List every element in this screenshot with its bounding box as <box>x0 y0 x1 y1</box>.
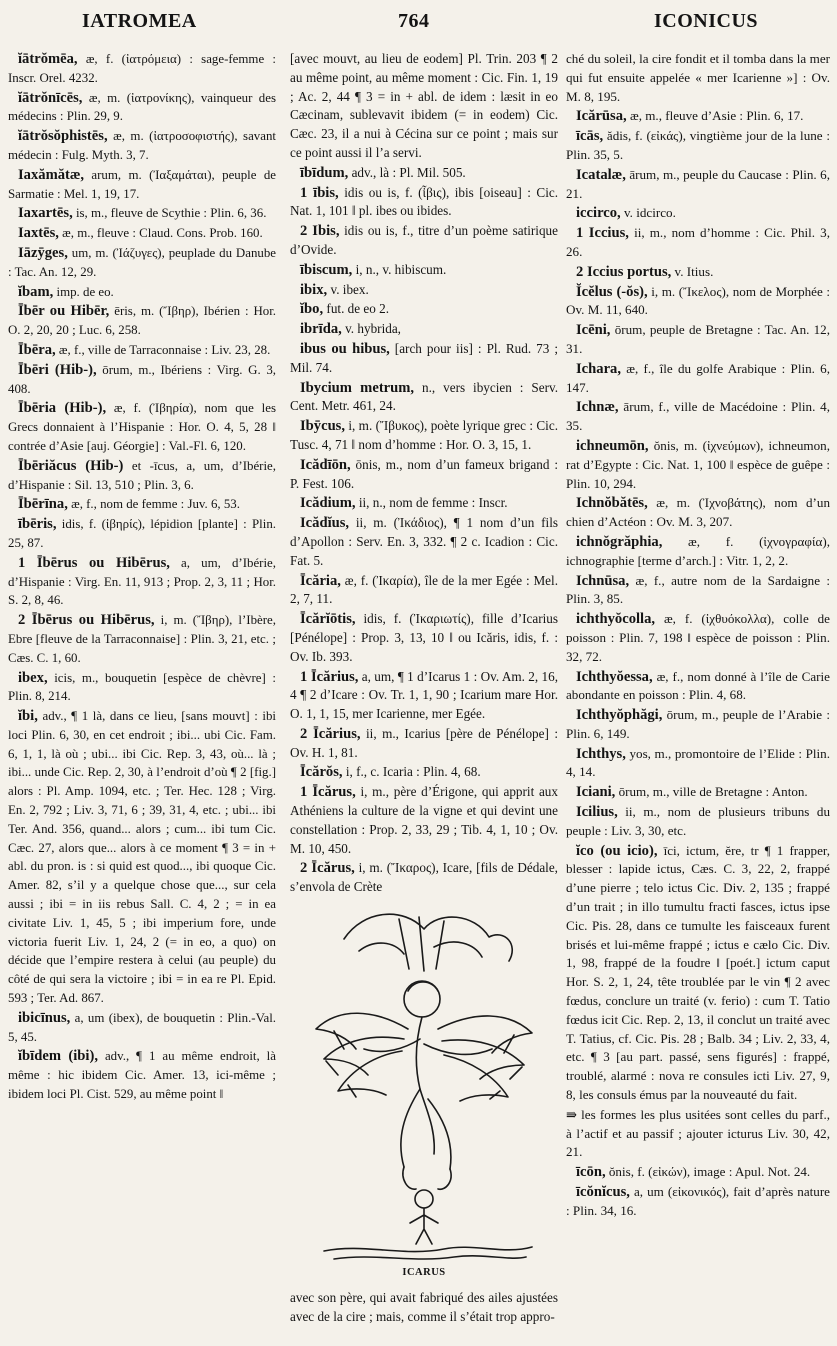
entry-definition: ii, m., Icarius [père de Pénélope] : Ov. H. 1, 81. <box>290 725 559 760</box>
entry-definition: ii, n., nom de femme : Inscr. <box>355 495 508 511</box>
dictionary-entry <box>8 302 276 340</box>
dictionary-entry <box>566 224 830 262</box>
entry-headword: ĭātrŏmēa, <box>18 51 78 67</box>
entry-headword: Ichnŏbătēs, <box>576 495 648 512</box>
entry-definition: arum, m. (Ἰαξαμάται), peuple de Sarmatie : Mel. 1, 19, 17. <box>8 167 276 201</box>
entry-headword: Icilius, <box>576 804 618 821</box>
entry-definition: æ, f., autre nom de la Sardaigne : Plin. 3, 85. <box>566 572 830 607</box>
entry-headword: Ĭcĕlus (-ŏs), <box>576 283 648 300</box>
dictionary-entry <box>8 457 276 495</box>
entry-headword: Īcărĭōtis, <box>300 611 356 628</box>
entry-definition: ii, m., nom de plusieurs tribuns du peuple : Liv. 3, 30, etc. <box>566 804 830 838</box>
entry-definition: æ, f., île du golfe Arabique : Plin. 6, 147. <box>566 360 830 395</box>
entry-headword: 1 Iccius, <box>576 225 629 242</box>
entry-headword: Ībēra, <box>18 341 56 358</box>
entry-definition: ii, m. (Ἰκάδιος), ¶ 1 nom d’un fils d’Apollon : Serv. En. 3, 332. ¶ 2 c. Icadion : Cic. Fat. 5. <box>290 515 558 568</box>
column-2-top <box>290 50 558 897</box>
entry-headword: 2 Ībērus ou Hibērus, <box>18 612 155 629</box>
entry-definition: v. idcirco. <box>620 205 676 221</box>
dictionary-entry <box>8 283 276 302</box>
entry-headword: Iāzȳges, <box>18 244 68 261</box>
entry-definition: i, m. (Ἴκελος), nom de Morphée : Ov. M. 11, 640. <box>566 283 831 318</box>
entry-headword: Icădĭus, <box>300 515 350 532</box>
dictionary-entry <box>8 707 276 1008</box>
entry-headword: Īcărŏs, <box>300 764 343 781</box>
entry-headword: 1 Ībērus ou Hibērus, <box>18 554 170 571</box>
entry-headword: īcōn, <box>576 1164 606 1181</box>
entry-definition: avec son père, qui avait fabriqué des ailes ajustées avec de la cire ; mais, comme il s’était trop appro- <box>290 1289 558 1324</box>
dictionary-entry <box>290 417 558 455</box>
entry-headword: ibicīnus, <box>18 1009 71 1026</box>
entry-definition: ōrum, m., peuple de l’Arabie : Plin. 6, 149. <box>566 707 830 741</box>
entry-headword: iccirco, <box>576 205 621 222</box>
dictionary-entry <box>566 783 830 802</box>
dictionary-entry <box>290 340 558 378</box>
entry-headword: ichthyŏcolla, <box>576 611 656 628</box>
entry-headword: ichnŏgrăphia, <box>576 533 663 550</box>
column-1 <box>8 50 276 1105</box>
entry-definition: ōrum, peuple de Bretagne : Tac. An. 12, 31. <box>566 322 830 356</box>
entry-headword: Ībēria (Hib-), <box>18 400 107 417</box>
dictionary-entry <box>8 495 276 514</box>
entry-headword: Ichara, <box>576 360 621 377</box>
entry-headword: ĭco (ou icio), <box>576 842 658 859</box>
entry-headword: īcŏnĭcus, <box>576 1184 630 1201</box>
entry-headword: Ibȳcus, <box>300 418 346 435</box>
entry-headword: Ībērīna, <box>18 496 68 513</box>
running-head-left: IATROMEA <box>82 10 197 32</box>
entry-headword: Iciani, <box>576 784 616 801</box>
entry-definition: is, m., fleuve de Scythie : Plin. 6, 36. <box>72 206 267 221</box>
dictionary-entry <box>566 398 830 436</box>
dictionary-entry <box>290 184 558 222</box>
entry-definition: æ, f. (ἰχνογραφία), ichnographie [terme d’arch.] : Vitr. 1, 2, 2. <box>566 533 830 568</box>
dictionary-entry <box>566 803 830 841</box>
entry-definition: æ, f., nom donné à l’île de Carie abondante en poisson : Plin. 4, 68. <box>566 668 830 703</box>
dictionary-entry <box>566 1183 830 1221</box>
entry-definition: adv., ¶ 1 là, dans ce lieu, [sans mouvt] : ibi loci Plin. 6, 30, en cet endroit ; ibi... ubi Cic. Fam. 6, 1, 1, là où ; ubi... ibi Cic. Rep. 3, 43, où... là ; ibi... unde Cic. Rep. 2, 30, à l’endroit d’où ¶ 2 [fig.] alors : Pl. Amp. 1094, etc. ; Ter. Hec. 128 ; Virg. En. 2, 792 ; Liv. 3, 71, 6 ; 39, 31, 4, etc. ; ubi... ibi Ter. And. 356, quand... alors ; cum... ibi tum Cic. Cæc. 27, alors que... alors à ce moment ¶ 3 = in + abl. du pron. is : si quid est quod..., ibi quoque Cic. Amer. 82, s’il y a quelque chose que..., sur cela aussi ; ibi = in iis rebus Sall. C. 4, 2 ; = in ea civitate Liv. 1, 45, 5 ; ibi imperium fore, unde victoria fuerit Liv. 1, 24, 2 (= in eo, a quo) on décide que l’empire restera à celui (au peuple) du côté de qui sera la victoire ; ibi = in ea re Pl. Epid. 593 ; Ter. Ad. 867. <box>8 709 276 1006</box>
entry-definition: ārum, f., ville de Macédoine : Plin. 4, 35. <box>566 399 830 434</box>
entry-definition: ché du soleil, la cire fondit et il tomba dans la mer qui fut ensuite appelée « mer Icarienne »] : Ov. M. 8, 195. <box>566 51 830 104</box>
dictionary-entry <box>290 300 558 319</box>
entry-definition: īci, ictum, ĕre, tr ¶ 1 frapper, blesser : lapide ictus, Cæs. C. 3, 22, 2, frappé d’une pierre ; telo ictus Cic. Div. 2, 135 ; frappé d’un trait ; in illo tumultu fracti fasces, ictus ipse Cic. Pis. 28, dans ce tumulte les faisceaux furent brisés et lui-même frappé ; ictus e cælo Cic. Div. 1, 98, frappé de la foudre ‖ [poét.] ictum caput Hor. S. 2, 1, 24, tête troublée par le vin ¶ 2 avec fœdus, conclure un traité (v. ferio) : cum T. Tatio fœdus icit Cic. Rep. 2, 13, il conclut un traité avec T. Tatius, cf. Cic. Pis. 28 ; Balb. 34 ; Liv. 2, 33, 4, etc. ¶ 3 [au part. passé, sens figurés] : frappé, troublé, alarmé : nova re consules icti Liv. 27, 9, 8, les consuls émus par la nouveauté du fait. <box>566 842 830 1103</box>
dictionary-entry <box>8 166 276 204</box>
entry-headword: ĭbi, <box>18 708 38 725</box>
dictionary-entry <box>290 261 558 280</box>
dictionary-entry <box>566 263 830 282</box>
entry-definition: i, m. (Ἴκαρος), Icare, [fils de Dédale, s’envola de Crète <box>290 860 558 895</box>
dictionary-entry <box>566 842 830 1105</box>
dictionary-entry <box>566 494 830 532</box>
entry-headword: Icărūsa, <box>576 108 627 125</box>
dictionary-entry <box>290 320 558 339</box>
dictionary-entry <box>8 341 276 360</box>
dictionary-entry <box>566 321 830 359</box>
entry-headword: Icatalæ, <box>576 166 626 183</box>
running-head-right: ICONICUS <box>654 10 759 32</box>
entry-definition: ēris, m. (Ἴβηρ), Ibérien : Hor. O. 2, 20, 20 ; Luc. 6, 258. <box>8 304 277 338</box>
dictionary-entry <box>8 50 276 88</box>
entry-definition: æ, m. (Ἰχνοβάτης), nom d’un chien d’Actéon : Ov. M. 3, 207. <box>566 495 830 530</box>
entry-definition: i, m., père d’Érigone, qui apprit aux Athéniens la culture de la vigne et qui devint une constellation : Prop. 2, 33, 29 ; Tib. 4, 1, 10 ; Ov. M. 10, 450. <box>290 784 558 856</box>
dictionary-entry <box>566 204 830 223</box>
entry-definition: æ, f. (ἰατρόμεια) : sage-femme : Inscr. Orel. 4232. <box>8 52 276 85</box>
entry-headword: ĭbīdem (ibi), <box>18 1048 98 1065</box>
entry-definition: et -īcus, a, um, d’Ibérie, d’Hispanie : Sil. 13, 510 ; Plin. 3, 6. <box>8 458 276 492</box>
entry-headword: Ībēri (Hib-), <box>18 361 97 378</box>
dictionary-entry <box>290 379 558 417</box>
entry-headword: Ībēriăcus (Hib-) <box>18 457 124 474</box>
page-number: 764 <box>398 10 430 32</box>
column-3 <box>566 50 830 1222</box>
entry-definition: æ, f. (ἰχθυόκολλα), colle de poisson : Plin. 7, 198 ‖ espèce de poisson : Plin. 32, 72. <box>566 611 830 664</box>
entry-headword: Ichthyŏessa, <box>576 668 653 685</box>
dictionary-entry <box>566 1106 830 1162</box>
dictionary-entry <box>290 859 558 897</box>
entry-definition: fut. de eo 2. <box>323 301 390 317</box>
entry-definition: ⇛ les formes les plus usitées sont celles du parf., à l’actif et au passif ; ajouter icturus Liv. 30, 42, 21. <box>566 1106 830 1160</box>
entry-definition: ōnis, m., nom d’un fameux brigand : P. Fest. 106. <box>290 456 558 491</box>
entry-headword: Īcăria, <box>300 572 341 589</box>
entry-headword: Ichthyŏphăgi, <box>576 707 663 724</box>
dictionary-entry <box>8 611 276 667</box>
dictionary-entry <box>566 745 830 783</box>
entry-definition: i, m. (Ἴβηρ), l’Ibère, Ebre [fleuve de la Tarraconnaise] : Plin. 3, 21, etc. ; Cæs. C. 1, 60. <box>8 613 277 665</box>
entry-headword: Iaxartēs, <box>18 205 73 222</box>
dictionary-entry <box>566 533 830 571</box>
dictionary-entry <box>290 222 558 260</box>
entry-definition: n., vers ibycien : Serv. Cent. Metr. 461, 24. <box>290 379 558 414</box>
entry-definition: ii, m., nom d’homme : Cic. Phil. 3, 26. <box>566 225 830 259</box>
dictionary-entry <box>566 572 830 610</box>
entry-definition: æ, f., ville de Tarraconnaise : Liv. 23, 28. <box>55 342 271 357</box>
dictionary-entry <box>8 554 276 610</box>
entry-headword: ichneumōn, <box>576 437 649 454</box>
entry-headword: ĭbam, <box>18 283 54 300</box>
dictionary-entry <box>290 514 558 570</box>
entry-headword: 2 Ibis, <box>300 223 340 240</box>
dictionary-entry <box>290 164 558 183</box>
entry-definition: v. hybrida, <box>341 321 401 337</box>
entry-headword: Iaxămătæ, <box>18 166 85 183</box>
dictionary-entry <box>8 244 276 282</box>
dictionary-entry <box>566 166 830 204</box>
entry-definition: imp. de eo. <box>53 284 114 299</box>
entry-headword: Icēni, <box>576 322 611 339</box>
entry-definition: æ, m. (ἰατροσοφιστής), savant médecin : Fulg. Myth. 3, 7. <box>8 129 276 162</box>
dictionary-entry <box>8 515 276 553</box>
entry-definition: yos, m., promontoire de l’Elide : Plin. 4, 14. <box>566 745 830 780</box>
entry-headword: 2 Īcărius, <box>300 725 361 742</box>
dictionary-entry <box>566 107 830 126</box>
entry-definition: um, m. (Ἰάζυγες), peuplade du Danube : Tac. An. 12, 29. <box>8 245 276 279</box>
figure-caption: ICARUS <box>402 1267 446 1279</box>
dictionary-entry <box>8 361 276 399</box>
dictionary-entry <box>8 1009 276 1047</box>
entry-definition: ădis, f. (εἰκάς), vingtième jour de la lune : Plin. 35, 5. <box>566 128 830 162</box>
entry-headword: Ichnūsa, <box>576 572 630 589</box>
entry-headword: ībiscum, <box>300 261 353 278</box>
entry-headword: ibus ou hibus, <box>300 340 390 357</box>
dictionary-entry <box>566 437 830 493</box>
entry-definition: adv., ¶ 1 au même endroit, là même : hic ibidem Cic. Amer. 13, ici-même ; ibidem loci Pl. Cist. 529, au même point ‖ <box>8 1049 276 1102</box>
entry-definition: æ, m., fleuve : Claud. Cons. Prob. 160. <box>58 226 263 241</box>
entry-headword: Ībēr ou Hibēr, <box>18 303 110 320</box>
entry-definition: a, um, ¶ 1 d’Icarus 1 : Ov. Am. 2, 16, 4 ¶ 2 d’Icare : Ov. Tr. 1, 1, 90 ; Icarium mare Hor. O. 1, 1, 15, mer Icarienne, mer Egée. <box>290 668 558 722</box>
dictionary-entry <box>8 399 276 455</box>
dictionary-entry <box>8 204 276 223</box>
dictionary-entry <box>290 725 558 763</box>
entry-headword: 1 ībis, <box>300 184 339 201</box>
entry-definition: æ, m., fleuve d’Asie : Plin. 6, 17. <box>626 108 804 124</box>
entry-headword: Icădium, <box>300 495 356 512</box>
entry-definition: [avec mouvt, au lieu de eodem] Pl. Trin. 203 ¶ 2 au même point, au même moment : Cic. Fin. 1, 19 ; Ac. 2, 44 ¶ 3 = in + abl. de idem : læsit in eo Cæcinam, sublevavit ibidem (= in eodem) Cic. Cæc. 23, il a nui à Cécina sur ce point ; mais sur ce point aussi il l’a servi. <box>290 51 558 160</box>
dictionary-entry <box>566 1163 830 1182</box>
dictionary-entry <box>566 50 830 106</box>
dictionary-entry <box>290 50 558 163</box>
entry-definition: æ, f., nom de femme : Juv. 6, 53. <box>67 497 240 512</box>
dictionary-entry <box>290 610 558 666</box>
dictionary-entry <box>566 127 830 165</box>
entry-definition: adv., là : Pl. Mil. 505. <box>348 164 466 180</box>
entry-headword: 1 Īcărus, <box>300 784 356 801</box>
entry-definition: a, um (εἰκονικός), fait d’après nature : Plin. 34, 16. <box>566 1184 830 1218</box>
entry-definition: icis, m., bouquetin [espèce de chèvre] : Plin. 8, 214. <box>8 670 276 704</box>
entry-definition: a, um, d’Ibérie, d’Hispanie : Virg. En. 11, 913 ; Prop. 2, 3, 11 ; Hor. S. 2, 8, 46. <box>8 555 277 608</box>
dictionary-entry <box>290 494 558 513</box>
entry-headword: ibix, <box>300 281 328 298</box>
entry-definition: idis ou is, f., titre d’un poème satirique d’Ovide. <box>290 223 558 257</box>
entry-definition: idis ou is, f. (ἶβις), ibis [oiseau] : Cic. Nat. 1, 101 ‖ pl. ibes ou ibides. <box>290 184 559 219</box>
column-2 <box>290 50 558 1327</box>
entry-definition: idis, f. (Ἰκαριωτίς), fille d’Icarius [Pénélope] : Prop. 3, 13, 10 ‖ ou Icăris, idis, f. : Ov. Ib. 393. <box>290 611 558 664</box>
dictionary-entry <box>566 360 830 398</box>
entry-headword: 2 Iccius portus, <box>576 263 672 280</box>
entry-headword: Ichthys, <box>576 745 626 762</box>
entry-definition: [arch pour iis] : Pl. Rud. 73 ; Mil. 74. <box>290 340 558 375</box>
dictionary-entry <box>566 610 830 666</box>
entry-definition: æ, f. (Ἰκαρία), île de la mer Egée : Mel. 2, 7, 11. <box>290 572 558 607</box>
dictionary-entry <box>566 283 830 321</box>
entry-headword: Icădīōn, <box>300 456 351 473</box>
entry-headword: ibrīda, <box>300 321 342 338</box>
entry-definition: v. Itius. <box>671 263 714 279</box>
dictionary-entry <box>290 1289 558 1327</box>
entry-definition: ŏnis, f. (εἰκών), image : Apul. Not. 24. <box>605 1164 811 1180</box>
entry-headword: 1 Īcărius, <box>300 668 359 685</box>
entry-headword: Iaxtēs, <box>18 225 59 242</box>
entry-definition: æ, f. (Ἰβηρία), nom que les Grecs donnaient à l’Hispanie : Hor. O. 4, 5, 28 ‖ contrée d’Asie [auj. Géorgie] : Val.-Fl. 6, 120. <box>8 401 276 453</box>
entry-headword: 2 Īcărus, <box>300 860 355 877</box>
dictionary-entry <box>8 127 276 165</box>
entry-definition: i, m. (Ἴβυκος), poète lyrique grec : Cic. Tusc. 4, 71 ‖ nom d’homme : Hor. O. 3, 15, 1. <box>290 418 558 452</box>
entry-headword: Ibycium metrum, <box>300 379 415 396</box>
entry-headword: ĭātrŏnīcēs, <box>18 89 83 106</box>
dictionary-entry <box>566 668 830 706</box>
entry-definition: ōrum, m., Ibériens : Virg. G. 3, 408. <box>8 362 276 396</box>
entry-headword: īcās, <box>576 128 604 145</box>
dictionary-entry <box>8 669 276 707</box>
dictionary-entry <box>290 668 558 724</box>
entry-definition: æ, m. (ἰατρονίκης), vainqueur des médecins : Plin. 29, 9. <box>8 90 276 124</box>
entry-headword: ibex, <box>18 669 48 686</box>
entry-definition: i, f., c. Icaria : Plin. 4, 68. <box>342 764 481 780</box>
entry-headword: Ichnæ, <box>576 399 619 416</box>
entry-headword: ĭbo, <box>300 301 324 318</box>
dictionary-entry <box>8 224 276 243</box>
entry-headword: ĭātrŏsŏphistēs, <box>18 128 108 145</box>
entry-definition: idis, f. (ἰβηρίς), lépidion [plante] : Plin. 25, 87. <box>8 517 276 550</box>
entry-definition: ārum, m., peuple du Caucase : Plin. 6, 21. <box>566 166 830 201</box>
icarus-engraving <box>304 899 544 1263</box>
dictionary-entry <box>290 783 558 858</box>
dictionary-entry <box>8 1047 276 1103</box>
dictionary-entry <box>290 763 558 782</box>
entry-definition: ŏnis, m. (ἰχνεύμων), ichneumon, rat d’Egypte : Cic. Nat. 1, 100 ‖ espèce de guêpe : Plin. 10, 294. <box>566 437 830 491</box>
dictionary-entry <box>8 89 276 127</box>
entry-headword: ībīdum, <box>300 164 349 181</box>
dictionary-entry <box>290 281 558 300</box>
dictionary-entry <box>290 572 558 610</box>
column-2-bottom <box>290 1289 558 1327</box>
dictionary-entry <box>290 456 558 494</box>
entry-definition: i, n., v. hibiscum. <box>352 261 447 277</box>
dictionary-entry <box>566 706 830 744</box>
entry-definition: a, um (ibex), de bouquetin : Plin.-Val. 5, 45. <box>8 1010 276 1044</box>
entry-definition: v. ibex. <box>327 281 369 297</box>
entry-headword: ībēris, <box>18 516 57 533</box>
entry-definition: ōrum, m., ville de Bretagne : Anton. <box>615 784 808 800</box>
icarus-illustration <box>290 899 558 1267</box>
